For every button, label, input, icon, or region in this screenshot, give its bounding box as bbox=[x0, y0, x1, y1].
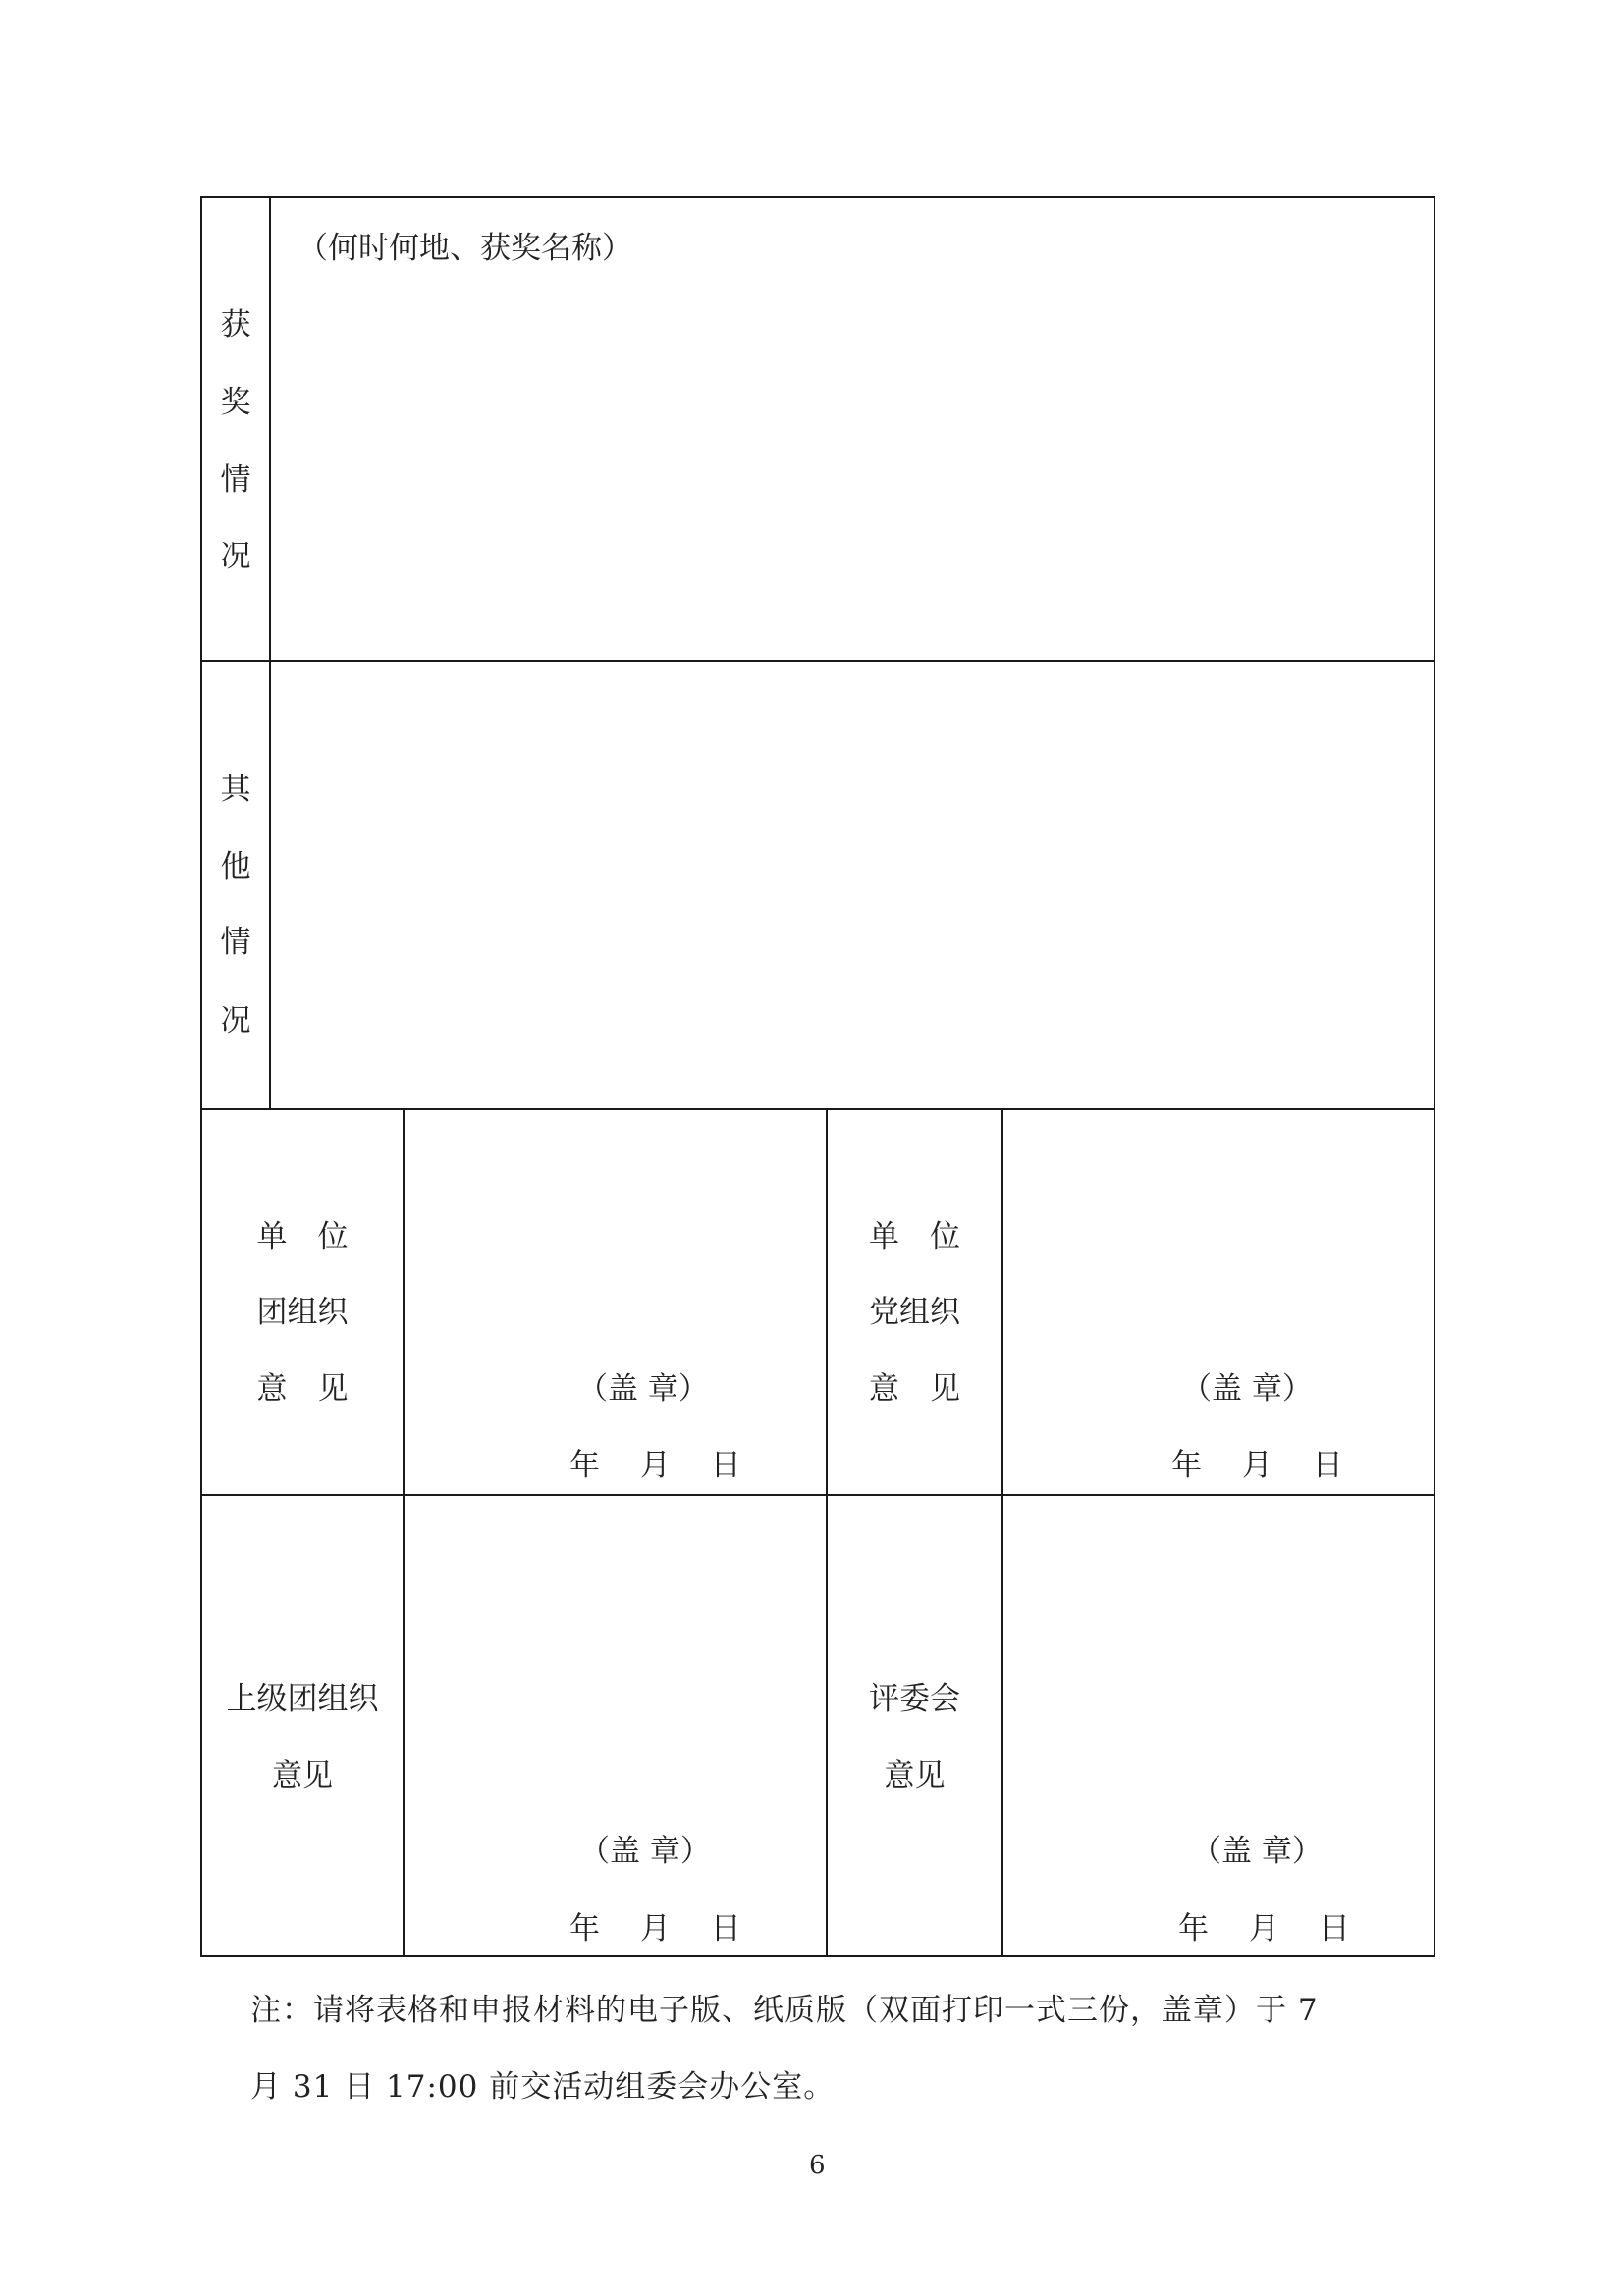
opinion-divider-a bbox=[403, 1108, 405, 1957]
awards-hint: （何时何地、获奖名称） bbox=[298, 231, 632, 266]
page-number: 6 bbox=[809, 2151, 826, 2180]
jury-opinion-label-line: 意见 bbox=[884, 1758, 946, 1793]
league-opinion-label-line: 团组织 bbox=[256, 1295, 349, 1330]
table-divider-2 bbox=[200, 1108, 1435, 1110]
date-placeholder: 年 月 日 bbox=[1178, 1911, 1350, 1947]
awards-label-char: 况 bbox=[220, 539, 251, 574]
awards-content-area[interactable] bbox=[273, 285, 1432, 658]
awards-label-char: 奖 bbox=[220, 385, 251, 420]
jury-opinion-label-line: 评委会 bbox=[869, 1682, 960, 1717]
date-placeholder: 年 月 日 bbox=[1171, 1448, 1343, 1483]
table-divider-3 bbox=[200, 1494, 1435, 1496]
awards-label-char: 情 bbox=[220, 462, 251, 498]
superior-league-opinion-label-line: 上级团组织 bbox=[226, 1682, 379, 1717]
league-opinion-label-line: 意 见 bbox=[256, 1371, 349, 1407]
date-placeholder: 年 月 日 bbox=[569, 1448, 741, 1483]
other-label-char: 他 bbox=[220, 849, 251, 884]
other-label-char: 况 bbox=[220, 1003, 251, 1039]
submission-note-line-1: 注：请将表格和申报材料的电子版、纸质版（双面打印一式三份，盖章）于 7 bbox=[250, 1993, 1319, 2028]
label-column-divider bbox=[269, 196, 271, 1110]
seal-placeholder: （盖 章） bbox=[579, 1834, 711, 1869]
party-opinion-label-line: 党组织 bbox=[869, 1295, 960, 1330]
league-opinion-label-line: 单 位 bbox=[256, 1219, 349, 1255]
party-opinion-label-line: 意 见 bbox=[869, 1371, 960, 1407]
seal-placeholder: （盖 章） bbox=[1181, 1371, 1313, 1407]
seal-placeholder: （盖 章） bbox=[1191, 1834, 1323, 1869]
superior-league-opinion-label-line: 意见 bbox=[272, 1758, 333, 1793]
party-opinion-label-line: 单 位 bbox=[869, 1219, 960, 1255]
opinion-divider-c bbox=[1001, 1108, 1003, 1957]
other-label-char: 情 bbox=[220, 925, 251, 960]
table-divider-1 bbox=[200, 660, 1435, 662]
awards-label-char: 获 bbox=[220, 307, 251, 343]
seal-placeholder: （盖 章） bbox=[577, 1371, 709, 1407]
date-placeholder: 年 月 日 bbox=[569, 1911, 741, 1947]
table-border-right bbox=[1434, 196, 1435, 1957]
table-border-top bbox=[200, 196, 1435, 198]
table-border-bottom bbox=[200, 1955, 1435, 1957]
other-content-area[interactable] bbox=[273, 664, 1432, 1105]
other-label-char: 其 bbox=[220, 772, 251, 807]
submission-note-line-2: 月 31 日 17:00 前交活动组委会办公室。 bbox=[250, 2069, 836, 2105]
